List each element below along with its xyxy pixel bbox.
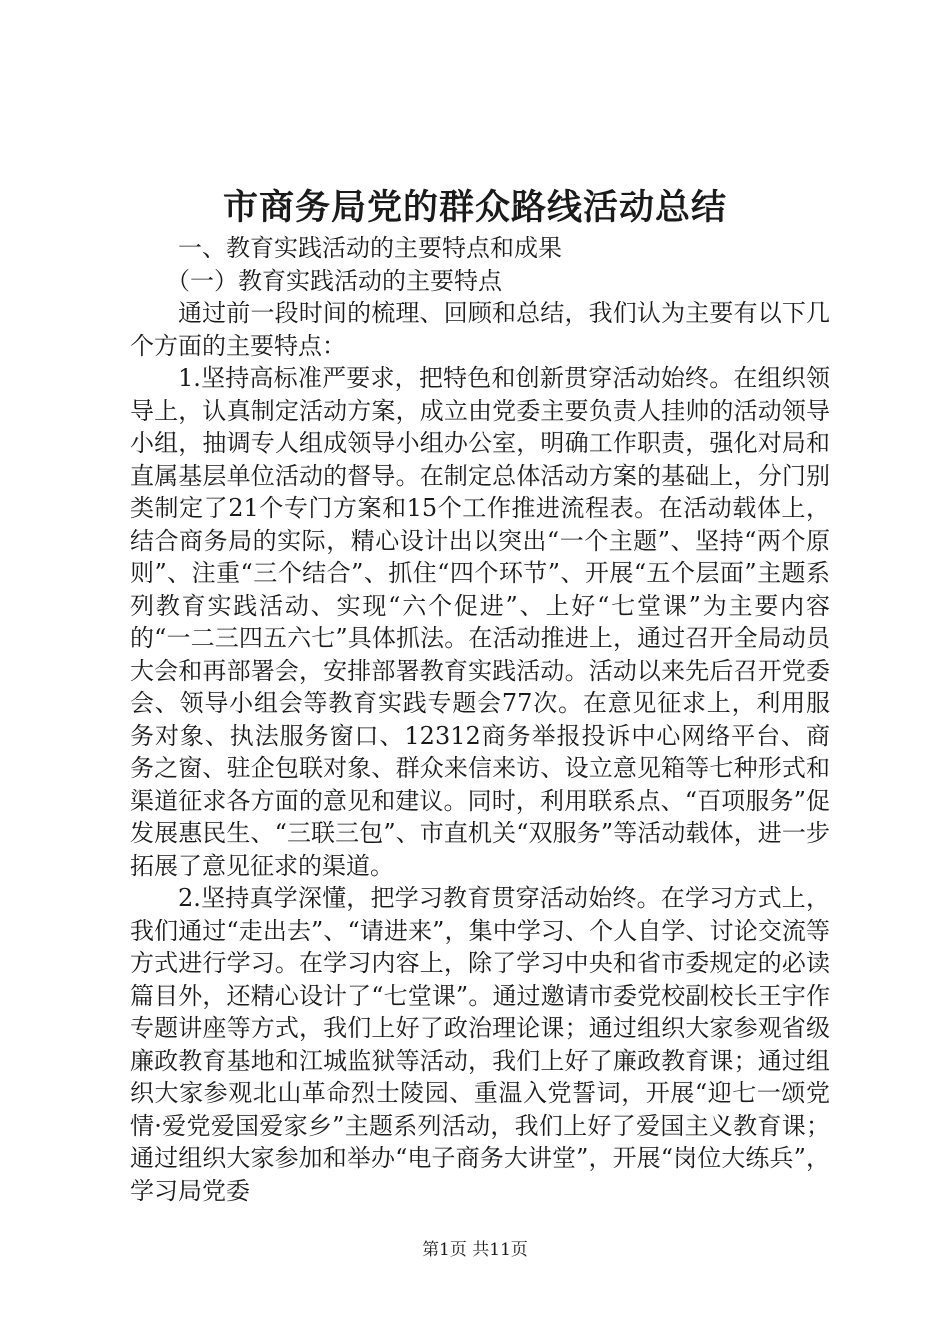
intro-paragraph: 通过前一段时间的梳理、回顾和总结，我们认为主要有以下几个方面的主要特点：: [130, 299, 830, 360]
section-heading-2: （一）教育实践活动的主要特点: [166, 266, 502, 295]
page-footer: 第1页 共11页: [422, 1240, 528, 1260]
point-2-paragraph: 2.坚持真学深懂，把学习教育贯穿活动始终。在学习方式上，我们通过“走出去”、“请进来”，集中学习、个人自学、讨论交流等方式进行学习。在学习内容上，除了学习中央和省市委规定的必读篇目外，还精心设计了“七堂课”。通过邀请市委党校副校长王宇作专题讲座等方式，我们上好了政治理论课；通过组织大家参观省级廉政教育基地和江城监狱等活动，我们上好了廉政教育课；通过组织大家参观北山革命烈士陵园、重温入党誓词，开展“迎七一颂党情·爱党爱国爱家乡”主题系列活动，我们上好了爱国主义教育课；通过组织大家参加和举办“电子商务大讲堂”，开展“岗位大练兵”，学习局党委: [130, 884, 830, 1205]
document-title: 市商务局党的群众路线活动总结: [222, 187, 727, 228]
point-1-paragraph: 1.坚持高标准严要求，把特色和创新贯穿活动始终。在组织领导上，认真制定活动方案，成立由党委主要负责人挂帅的活动领导小组，抽调专人组成领导小组办公室，明确工作职责，强化对局和直属基层单位活动的督导。在制定总体活动方案的基础上，分门别类制定了21个专门方案和15个工作推进流程表。在活动载体上，结合商务局的实际，精心设计出以突出“一个主题”、坚持“两个原则”、注重“三个结合”、抓住“四个环节”、开展“五个层面”主题系列教育实践活动、实现“六个促进”、上好“七堂课”为主要内容的“一二三四五六七”具体抓法。在活动推进上，通过召开全局动员大会和再部署会，安排部署教育实践活动。活动以来先后召开党委会、领导小组会等教育实践专题会77次。在意见征求上，利用服务对象、执法服务窗口、12312商务举报投诉中心网络平台、商务之窗、驻企包联对象、群众来信来访、设立意见箱等七种形式和渠道征求各方面的意见和建议。同时，利用联系点、“百项服务”促发展惠民生、“三联三包”、市直机关“双服务”等活动载体，进一步拓展了意见征求的渠道。: [130, 364, 830, 880]
document-body: [130, 232, 830, 1207]
section-heading-1: 一、教育实践活动的主要特点和成果: [178, 234, 562, 262]
